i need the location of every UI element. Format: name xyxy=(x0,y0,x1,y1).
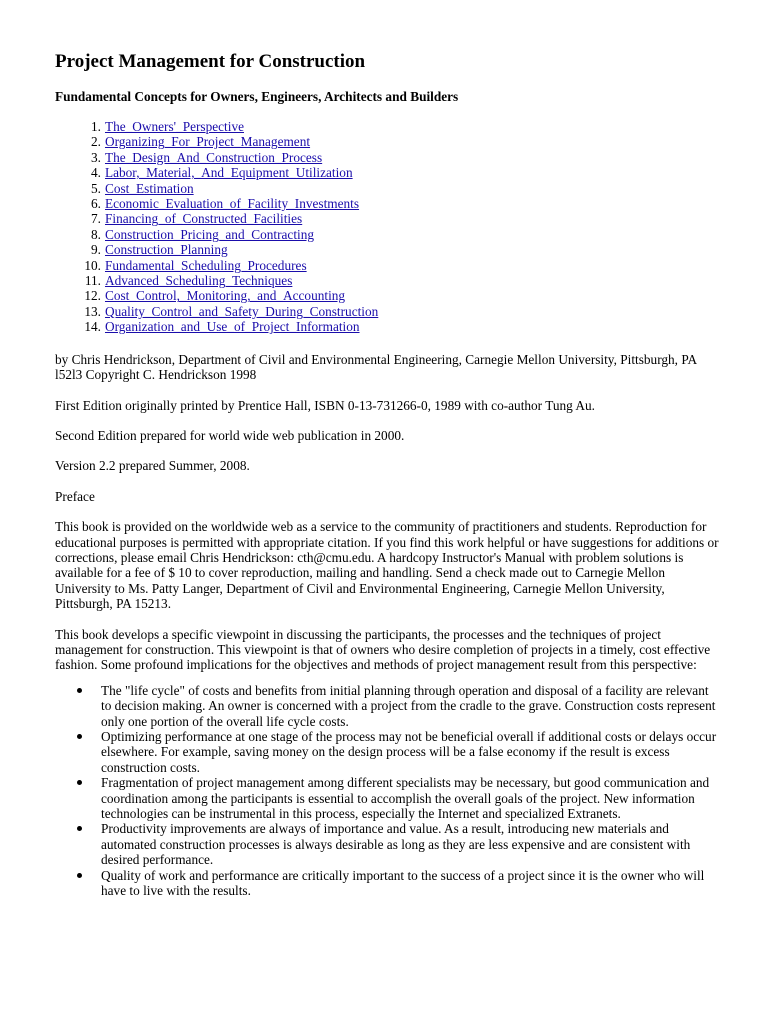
first-edition-note: First Edition originally printed by Prentice Hall, ISBN 0-13-731266-0, 1989 with co-author Tung Au. xyxy=(55,397,595,413)
page-title: Project Management for Construction xyxy=(55,51,366,72)
list-item xyxy=(55,821,720,867)
toc-number: 8. xyxy=(91,226,101,242)
toc-number: 3. xyxy=(91,149,101,165)
toc-number: 1. xyxy=(91,119,101,134)
toc-number: 13. xyxy=(84,303,101,319)
toc-item xyxy=(55,319,720,334)
toc-number: 11. xyxy=(84,273,101,289)
toc-item xyxy=(55,227,720,242)
toc-item xyxy=(55,119,720,134)
toc-link[interactable]: Fundamental_Scheduling_Procedures xyxy=(104,257,307,273)
toc-link[interactable]: Quality_Control_and_Safety_During_Construction xyxy=(104,303,379,319)
bullet-icon xyxy=(77,688,82,693)
bullet-icon xyxy=(77,873,82,878)
list-item-text: Optimizing performance at one stage of the process may not be beneficial overall if additional costs or delays occur elsewhere. For example, saving money on the design process will be a false economy if the result is excess construction costs. xyxy=(101,729,717,775)
list-item-text: Productivity improvements are always of importance and value. As a result, introducing new materials and automated construction processes is always desirable as long as they are less expensive and are consistent with desired performance. xyxy=(101,821,691,868)
toc-link[interactable]: Cost_Estimation xyxy=(104,180,194,196)
author-credit: by Chris Hendrickson, Department of Civil and Environmental Engineering, Carnegie Mellon University, Pittsburgh, PA l52l3 Copyright C. Hendrickson 1998 xyxy=(55,351,697,383)
toc-number: 9. xyxy=(91,242,101,258)
toc-link[interactable]: Construction_Planning xyxy=(104,242,228,258)
toc-link[interactable]: Organization_and_Use_of_Project_Information xyxy=(104,319,360,335)
toc-link[interactable]: Labor,_Material,_And_Equipment_Utilization xyxy=(104,165,353,181)
toc-item xyxy=(55,181,720,196)
toc-link[interactable]: Financing_of_Constructed_Facilities xyxy=(104,211,303,227)
document-page xyxy=(55,50,720,898)
toc-number: 10. xyxy=(84,257,101,273)
toc-link[interactable]: The_Owners'_Perspective xyxy=(104,119,244,134)
toc-item xyxy=(55,211,720,226)
preface-paragraph: This book is provided on the worldwide web as a service to the community of practitioners and students. Reproduction for educational purposes is permitted with appropriate citation. If you find this work helpful or have suggestions for additions or corrections, please email Chris Hendrickson: cth@cmu.edu. A hardcopy Instructor's Manual with problem solutions is available for a fee of $ 10 to cover reproduction, mailing and handling. Send a check made out to Carnegie Mellon University to Ms. Patty Langer, Department of Civil and Environmental Engineering, Carnegie Mellon University, Pittsburgh, PA 15213. xyxy=(55,519,719,612)
toc-item xyxy=(55,134,720,149)
bullet-icon xyxy=(77,826,82,831)
page-subtitle: Fundamental Concepts for Owners, Engineers, Architects and Builders xyxy=(55,89,459,104)
bullet-icon xyxy=(77,780,82,785)
list-item-text: The "life cycle" of costs and benefits from initial planning through operation and disposal of a facility are relevant to decision making. An owner is concerned with a project from the cradle to the grave. Construction costs represent only one portion of the overall life cycle costs. xyxy=(101,682,716,729)
toc-item xyxy=(55,273,720,288)
toc-item xyxy=(55,242,720,257)
second-edition-note: Second Edition prepared for world wide web publication in 2000. xyxy=(55,427,405,443)
toc-number: 2. xyxy=(91,134,101,150)
implications-list xyxy=(55,683,720,899)
list-item xyxy=(55,868,720,899)
preface-heading: Preface xyxy=(55,488,95,504)
toc-link[interactable]: Organizing_For_Project_Management xyxy=(104,134,311,150)
list-item-text: Fragmentation of project management among different specialists may be necessary, but good communication and coordination among the participants is essential to accomplish the overall goals of the project. New information technologies can be instrumental in this process, especially the Internet and specialized Extranets. xyxy=(101,775,710,822)
toc-link[interactable]: Advanced_Scheduling_Techniques xyxy=(104,273,293,289)
toc-item xyxy=(55,258,720,273)
list-item xyxy=(55,683,720,729)
list-item xyxy=(55,775,720,821)
version-note: Version 2.2 prepared Summer, 2008. xyxy=(55,458,250,474)
toc-item xyxy=(55,288,720,303)
toc-number: 12. xyxy=(84,288,101,304)
toc-number: 4. xyxy=(91,165,101,181)
toc-item xyxy=(55,304,720,319)
toc-link[interactable]: The_Design_And_Construction_Process xyxy=(104,149,323,165)
table-of-contents xyxy=(55,119,720,335)
toc-link[interactable]: Economic_Evaluation_of_Facility_Investments xyxy=(104,196,360,212)
toc-number: 7. xyxy=(91,211,101,227)
preface-paragraph: This book develops a specific viewpoint in discussing the participants, the processes and the techniques of project management for construction. This viewpoint is that of owners who desire completion of projects in a timely, cost effective fashion. Some profound implications for the objectives and methods of project management result from this perspective: xyxy=(55,626,711,673)
toc-link[interactable]: Construction_Pricing_and_Contracting xyxy=(104,226,315,242)
toc-number: 6. xyxy=(91,196,101,212)
bullet-icon xyxy=(77,734,82,739)
toc-number: 14. xyxy=(84,319,101,335)
toc-link[interactable]: Cost_Control,_Monitoring,_and_Accounting xyxy=(104,288,346,304)
toc-item xyxy=(55,165,720,180)
toc-item xyxy=(55,196,720,211)
toc-number: 5. xyxy=(91,180,101,196)
list-item xyxy=(55,729,720,775)
list-item-text: Quality of work and performance are critically important to the success of a project since it is the owner who will have to live with the results. xyxy=(101,867,705,899)
toc-item xyxy=(55,150,720,165)
